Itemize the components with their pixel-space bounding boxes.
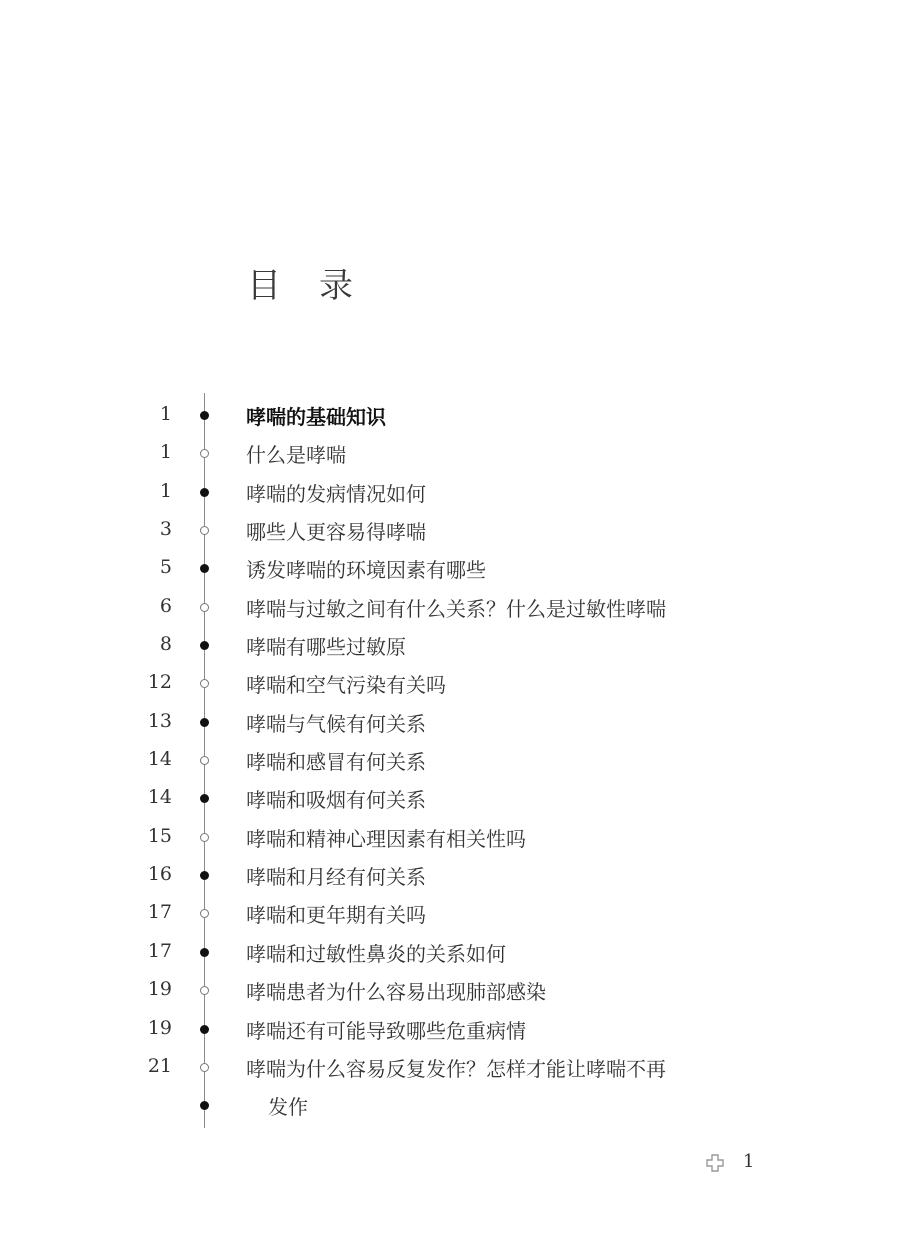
toc-entry-title: 哮喘有哪些过敏原: [246, 635, 406, 660]
filled-dot-icon: [200, 411, 209, 420]
toc-entry-title: 哮喘患者为什么容易出现肺部感染: [246, 980, 546, 1005]
toc-page-number: 17: [147, 939, 172, 962]
toc-entry-title: 哮喘为什么容易反复发作？怎样才能让哮喘不再: [246, 1056, 666, 1081]
filled-dot-icon: [200, 718, 209, 727]
toc-entry-title: 哪些人更容易得哮喘: [246, 520, 426, 545]
toc-section-title: 哮喘的基础知识: [246, 405, 386, 429]
toc-entry[interactable]: [0, 1011, 900, 1049]
toc-entry[interactable]: [0, 512, 900, 550]
toc-entry[interactable]: [0, 435, 900, 473]
toc-page-number: 1: [159, 441, 172, 464]
toc-entry[interactable]: [0, 742, 900, 780]
filled-dot-icon: [200, 948, 209, 957]
toc-entry[interactable]: [0, 934, 900, 972]
filled-dot-icon: [200, 871, 209, 880]
toc-page-number: 19: [147, 978, 172, 1001]
toc-page-number: 5: [159, 556, 172, 579]
toc-entry-title: 哮喘和更年期有关吗: [246, 903, 426, 928]
hollow-dot-icon: [200, 833, 209, 842]
toc-page-number: 14: [147, 786, 172, 809]
toc-page-number: 12: [147, 671, 172, 694]
hollow-dot-icon: [200, 909, 209, 918]
toc-entry[interactable]: [0, 1049, 900, 1087]
toc-entry[interactable]: [0, 589, 900, 627]
toc-entry-title: 哮喘和月经有何关系: [246, 865, 426, 890]
toc-entry-title: 哮喘与过敏之间有什么关系？什么是过敏性哮喘: [246, 596, 666, 621]
toc-entry[interactable]: [0, 550, 900, 588]
toc-entry-title: 哮喘和空气污染有关吗: [246, 673, 446, 698]
toc-page-number: 15: [147, 824, 172, 847]
toc-entry-title: 哮喘和过敏性鼻炎的关系如何: [246, 941, 506, 966]
toc-page-number: 8: [159, 633, 172, 656]
toc-entry-title: 什么是哮喘: [246, 443, 346, 468]
toc-entry[interactable]: [0, 780, 900, 818]
filled-dot-icon: [200, 488, 209, 497]
hollow-dot-icon: [200, 986, 209, 995]
toc-entry-title: 哮喘与气候有何关系: [246, 711, 426, 736]
filled-dot-icon: [200, 1101, 209, 1110]
toc-entry[interactable]: [0, 895, 900, 933]
toc-entry[interactable]: [0, 474, 900, 512]
filled-dot-icon: [200, 564, 209, 573]
toc-page-number: 1: [159, 479, 172, 502]
table-of-contents: [0, 397, 900, 1126]
toc-page-number: 13: [147, 709, 172, 732]
toc-page-number: 14: [147, 748, 172, 771]
hollow-dot-icon: [200, 603, 209, 612]
toc-entry[interactable]: [0, 665, 900, 703]
toc-entry-continuation: [0, 1087, 900, 1125]
medical-cross-icon: [706, 1154, 724, 1176]
filled-dot-icon: [200, 641, 209, 650]
toc-entry-title: 诱发哮喘的环境因素有哪些: [246, 558, 486, 583]
toc-entry-title: 哮喘和吸烟有何关系: [246, 788, 426, 813]
toc-page-number: 21: [147, 1054, 172, 1077]
hollow-dot-icon: [200, 526, 209, 535]
toc-page-number: 1: [159, 403, 172, 425]
toc-entry-title: 哮喘的发病情况如何: [246, 481, 426, 506]
hollow-dot-icon: [200, 449, 209, 458]
toc-page-number: 16: [147, 863, 172, 886]
toc-page-number: 19: [147, 1016, 172, 1039]
hollow-dot-icon: [200, 756, 209, 765]
toc-entry-title: 哮喘和精神心理因素有相关性吗: [246, 826, 526, 851]
toc-entry-title-continued: 发作: [268, 1095, 308, 1120]
toc-page-number: 3: [159, 518, 172, 541]
toc-entry-title: 哮喘还有可能导致哪些危重病情: [246, 1018, 526, 1043]
toc-page-number: 6: [159, 594, 172, 617]
toc-entry[interactable]: [0, 397, 900, 435]
toc-entry-title: 哮喘和感冒有何关系: [246, 750, 426, 775]
page-number: 1: [743, 1151, 755, 1172]
filled-dot-icon: [200, 794, 209, 803]
page-title: 目录: [247, 266, 391, 306]
filled-dot-icon: [200, 1025, 209, 1034]
hollow-dot-icon: [200, 679, 209, 688]
toc-entry[interactable]: [0, 704, 900, 742]
toc-entry[interactable]: [0, 819, 900, 857]
hollow-dot-icon: [200, 1063, 209, 1072]
toc-entry[interactable]: [0, 857, 900, 895]
toc-page-number: 17: [147, 901, 172, 924]
toc-entry[interactable]: [0, 627, 900, 665]
toc-entry[interactable]: [0, 972, 900, 1010]
